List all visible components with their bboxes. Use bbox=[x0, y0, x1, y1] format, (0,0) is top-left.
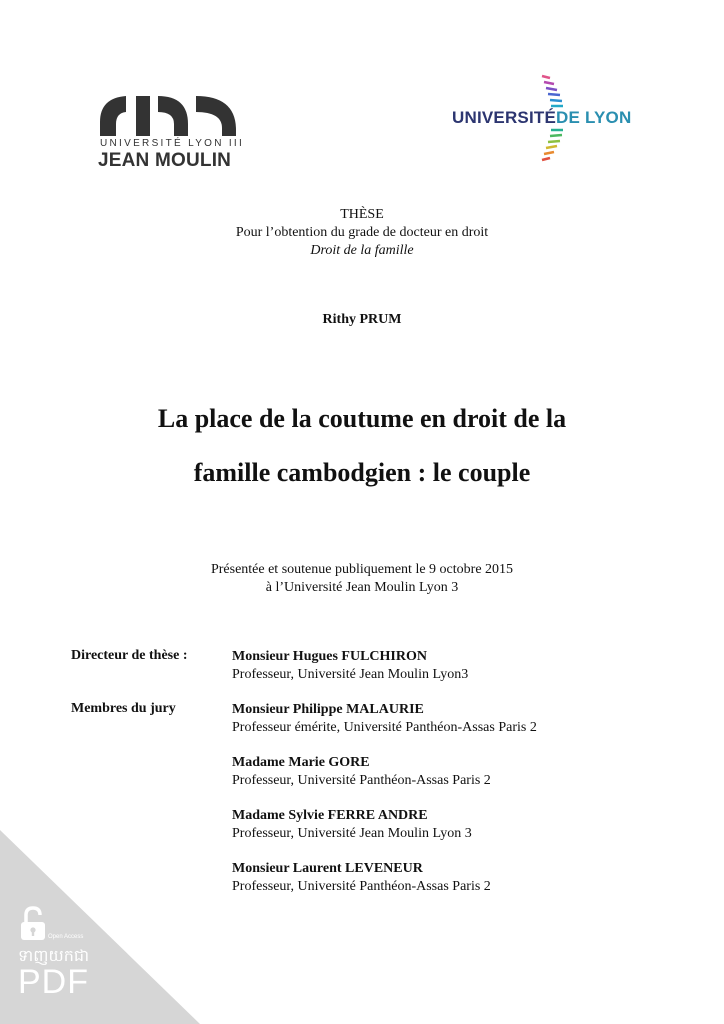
jean-moulin-logo bbox=[96, 92, 246, 178]
director-row bbox=[71, 648, 691, 684]
member-affiliation: Professeur, Université Panthéon-Assas Paris 2 bbox=[232, 773, 491, 788]
defense-info bbox=[0, 561, 724, 597]
jury-member bbox=[232, 701, 691, 737]
defense-place-line: à l’Université Jean Moulin Lyon 3 bbox=[265, 580, 459, 595]
thesis-label: THÈSE bbox=[340, 207, 384, 222]
download-label-khmer: ទាញយកជា bbox=[18, 946, 90, 965]
member-name: Monsieur Laurent LEVENEUR bbox=[232, 861, 423, 876]
member-affiliation: Professeur émérite, Université Panthéon-Assas Paris 2 bbox=[232, 720, 537, 735]
member-name: Madame Sylvie FERRE ANDRE bbox=[232, 808, 428, 823]
lyon3-title: JEAN MOULIN bbox=[98, 150, 232, 171]
member-affiliation: Professeur, Université Jean Moulin Lyon 3 bbox=[232, 826, 472, 841]
discipline-line: Droit de la famille bbox=[310, 243, 414, 258]
defense-date-line: Présentée et soutenue publiquement le 9 octobre 2015 bbox=[210, 562, 514, 577]
jury-member bbox=[232, 754, 691, 790]
thesis-title-line2: famille cambodgien : le couple bbox=[193, 458, 531, 487]
jean-moulin-arches-icon bbox=[96, 92, 246, 138]
universite-de-lyon-logo bbox=[452, 72, 662, 172]
jury-member bbox=[232, 807, 691, 843]
open-lock-icon bbox=[20, 906, 46, 942]
thesis-heading-block bbox=[0, 206, 724, 260]
member-affiliation: Professeur, Université Jean Moulin Lyon3 bbox=[232, 667, 469, 682]
thesis-title-line1: La place de la coutume en droit de la bbox=[157, 404, 567, 433]
udl-wordmark-part2: DE LYON bbox=[556, 108, 632, 127]
pdf-label[interactable]: PDF bbox=[18, 963, 89, 1001]
open-access-label: Open Access bbox=[48, 934, 84, 940]
member-affiliation: Professeur, Université Panthéon-Assas Paris 2 bbox=[232, 879, 491, 894]
udl-wordmark-part1: UNIVERSITÉ bbox=[452, 108, 557, 127]
author-name: Rithy PRUM bbox=[322, 312, 402, 327]
director-entry bbox=[232, 648, 691, 684]
thesis-title bbox=[0, 392, 724, 500]
member-name: Monsieur Philippe MALAURIE bbox=[232, 702, 424, 717]
degree-line: Pour l’obtention du grade de docteur en droit bbox=[235, 225, 489, 240]
udl-wordmark bbox=[452, 108, 631, 128]
lyon3-subtitle: UNIVERSITÉ LYON III bbox=[100, 138, 245, 149]
member-name: Madame Marie GORE bbox=[232, 755, 370, 770]
member-name: Monsieur Hugues FULCHIRON bbox=[232, 649, 427, 664]
members-label: Membres du jury bbox=[71, 701, 176, 716]
jury-member bbox=[232, 860, 691, 896]
director-label: Directeur de thèse : bbox=[71, 648, 188, 663]
